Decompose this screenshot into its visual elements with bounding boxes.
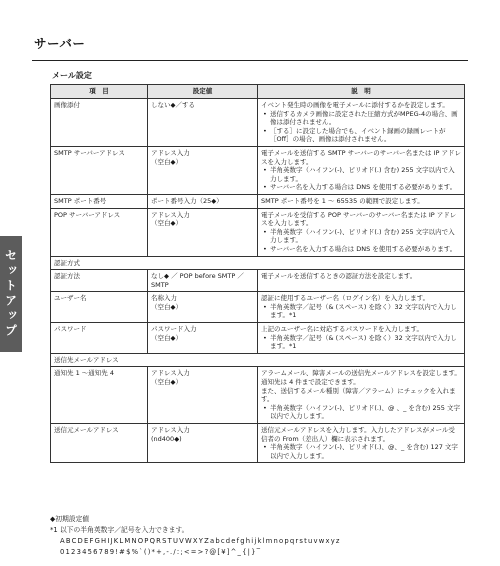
description-bullets — [261, 404, 461, 421]
table-row — [51, 146, 465, 194]
cell-description — [258, 270, 465, 292]
side-tab-label: セットアップ — [3, 249, 18, 339]
page-title: サーバー — [34, 36, 86, 51]
value-line: パスワード入力 — [151, 325, 197, 334]
value-line: アドレス入力 — [151, 210, 190, 219]
cell-item: 画像添付 — [51, 99, 148, 147]
table-group-row — [51, 353, 465, 367]
group-label: 認証方式 — [51, 256, 465, 270]
description-text: 上記のユーザー名に対応するパスワードを入力します。 — [261, 325, 423, 334]
value-line: (nd400◆) — [151, 434, 182, 443]
table-row — [51, 270, 465, 292]
bullet-item: • 半角英数字／記号（& (スペース) を除く）32 文字以内で入力します。*1 — [270, 303, 461, 320]
side-tab — [0, 236, 22, 352]
description-text: 電子メールを送信する SMTP サーバーのサーバー名または IP アドレスを入力します。 — [261, 148, 461, 166]
table-row — [51, 424, 465, 463]
cell-item: SMTP ポート番号 — [51, 194, 148, 208]
cell-value — [148, 270, 258, 292]
value-line: なし◆ ／ POP before SMTP ／ SMTP — [151, 272, 244, 289]
value-line: （空白◆） — [151, 302, 182, 311]
cell-item: 通知先 1 ～通知先 4 — [51, 367, 148, 424]
table-row — [51, 194, 465, 208]
charset-line-1: ABCDEFGHIJKLMNOPQRSTUVWXYZabcdefghijklmnopqrstuvwxyz — [60, 537, 341, 545]
bullet-item: • 半角英数字（ハイフン(-)、ピリオド(.) 含む) 255 文字以内で入力します。 — [270, 228, 461, 245]
value-line: しない◆／する — [151, 101, 195, 109]
bullet-item: • 送信するカメラ画像に設定された圧縮方式がMPEG-4の場合、画像は添付されません。 — [270, 110, 461, 127]
description-text: 認証に使用するユーザー名（ログイン名）を入力します。 — [261, 294, 430, 303]
cell-item: SMTP サーバーアドレス — [51, 146, 148, 194]
settings-table — [50, 84, 465, 463]
cell-value — [148, 367, 258, 424]
table-row — [51, 99, 465, 147]
bullet-item: • 半角英数字（ハイフン(-)、ピリオド(.)、@ 、_ を含む) 255 文字以内で入力します。 — [270, 404, 461, 421]
cell-item: 送信元メールアドレス — [51, 424, 148, 463]
title-divider — [32, 60, 468, 61]
description-text: また、送信するメール種別（障害／アラーム）にチェックを入れます。 — [261, 386, 456, 404]
table-group-row — [51, 256, 465, 270]
cell-item: パスワード — [51, 323, 148, 354]
cell-value — [148, 194, 258, 208]
cell-description — [258, 424, 465, 463]
section-title: メール設定 — [52, 71, 92, 80]
bullet-item: • 半角英数字／記号（& (スペース) を除く）32 文字以内で入力します。*1 — [270, 334, 461, 351]
description-bullets — [261, 110, 461, 144]
cell-description — [258, 367, 465, 424]
cell-description — [258, 99, 465, 147]
value-line: （空白◆） — [151, 157, 182, 166]
value-line: ポート番号入力（25◆） — [151, 196, 223, 205]
value-line: アドレス入力 — [151, 426, 190, 434]
bullet-item: • サーバー名を入力する場合は DNS を使用する必要があります。 — [270, 183, 461, 192]
cell-value — [148, 424, 258, 463]
description-text: アラームメール、障害メールの送信先メールアドレスを設定します。通知先は 4 件まで設定できます。 — [261, 369, 461, 387]
bullet-item: • 半角英数字（ハイフン(-)、ピリオド(.) 含む) 255 文字以内で入力します。 — [270, 166, 461, 183]
cell-value — [148, 208, 258, 256]
header-value: 設定値 — [148, 85, 258, 99]
cell-description — [258, 146, 465, 194]
value-line: アドレス入力 — [151, 369, 190, 378]
value-line: アドレス入力 — [151, 148, 190, 157]
cell-description — [258, 194, 465, 208]
description-text: 送信元メールアドレスを入力します。入力したアドレスがメール受信者の From（差出人）欄に表示されます。 — [261, 426, 455, 443]
description-bullets — [261, 303, 461, 320]
default-marker-note: ◆初期設定値 — [50, 515, 90, 523]
description-text: 電子メールを送信するときの認証方法を設定します。 — [261, 272, 417, 281]
cell-value — [148, 99, 258, 147]
bullet-item: • 半角英数字（ハイフン(-)、ピリオド(.)、@、_ を含む) 127 文字以内で入力します。 — [270, 443, 461, 460]
table-header-row — [51, 85, 465, 99]
bullet-item: • ［する］に設定した場合でも、イベント録画の録画レートが［Off］の場合、画像は添付されません。 — [270, 127, 461, 144]
table-row — [51, 208, 465, 256]
value-line: （空白◆） — [151, 333, 182, 342]
cell-value — [148, 323, 258, 354]
value-line: 名称入力 — [151, 294, 177, 303]
description-bullets — [261, 166, 461, 192]
header-description: 説 明 — [258, 85, 465, 99]
header-item: 項 目 — [51, 85, 148, 99]
value-line: （空白◆） — [151, 378, 182, 387]
description-text: 電子メールを受信する POP サーバーのサーバー名または IP アドレスを入力します。 — [261, 210, 457, 228]
cell-value — [148, 146, 258, 194]
description-bullets — [261, 443, 461, 460]
cell-item: ユーザー名 — [51, 292, 148, 323]
description-bullets — [261, 228, 461, 254]
table-row — [51, 292, 465, 323]
cell-description — [258, 208, 465, 256]
table-row — [51, 367, 465, 424]
value-line: （空白◆） — [151, 219, 182, 228]
description-text: SMTP ポート番号を 1 ～ 65535 の範囲で設定します。 — [261, 196, 424, 205]
footnote: *1 以下の半角英数字／記号を入力できます。 — [50, 526, 189, 534]
cell-item: 認証方法 — [51, 270, 148, 292]
description-bullets — [261, 334, 461, 351]
cell-item: POP サーバーアドレス — [51, 208, 148, 256]
description-text: イベント発生時の画像を電子メールに添付するかを設定します。 — [261, 101, 449, 109]
group-label: 送信先メールアドレス — [51, 353, 465, 367]
notes — [50, 514, 470, 558]
cell-description — [258, 323, 465, 354]
cell-description — [258, 292, 465, 323]
bullet-item: • サーバー名を入力する場合は DNS を使用する必要があります。 — [270, 245, 461, 254]
table-row — [51, 323, 465, 354]
cell-value — [148, 292, 258, 323]
charset-line-2: 0123456789!#$%`()*+,-./:;<=>?@[¥]^_{|}‾ — [60, 548, 262, 556]
